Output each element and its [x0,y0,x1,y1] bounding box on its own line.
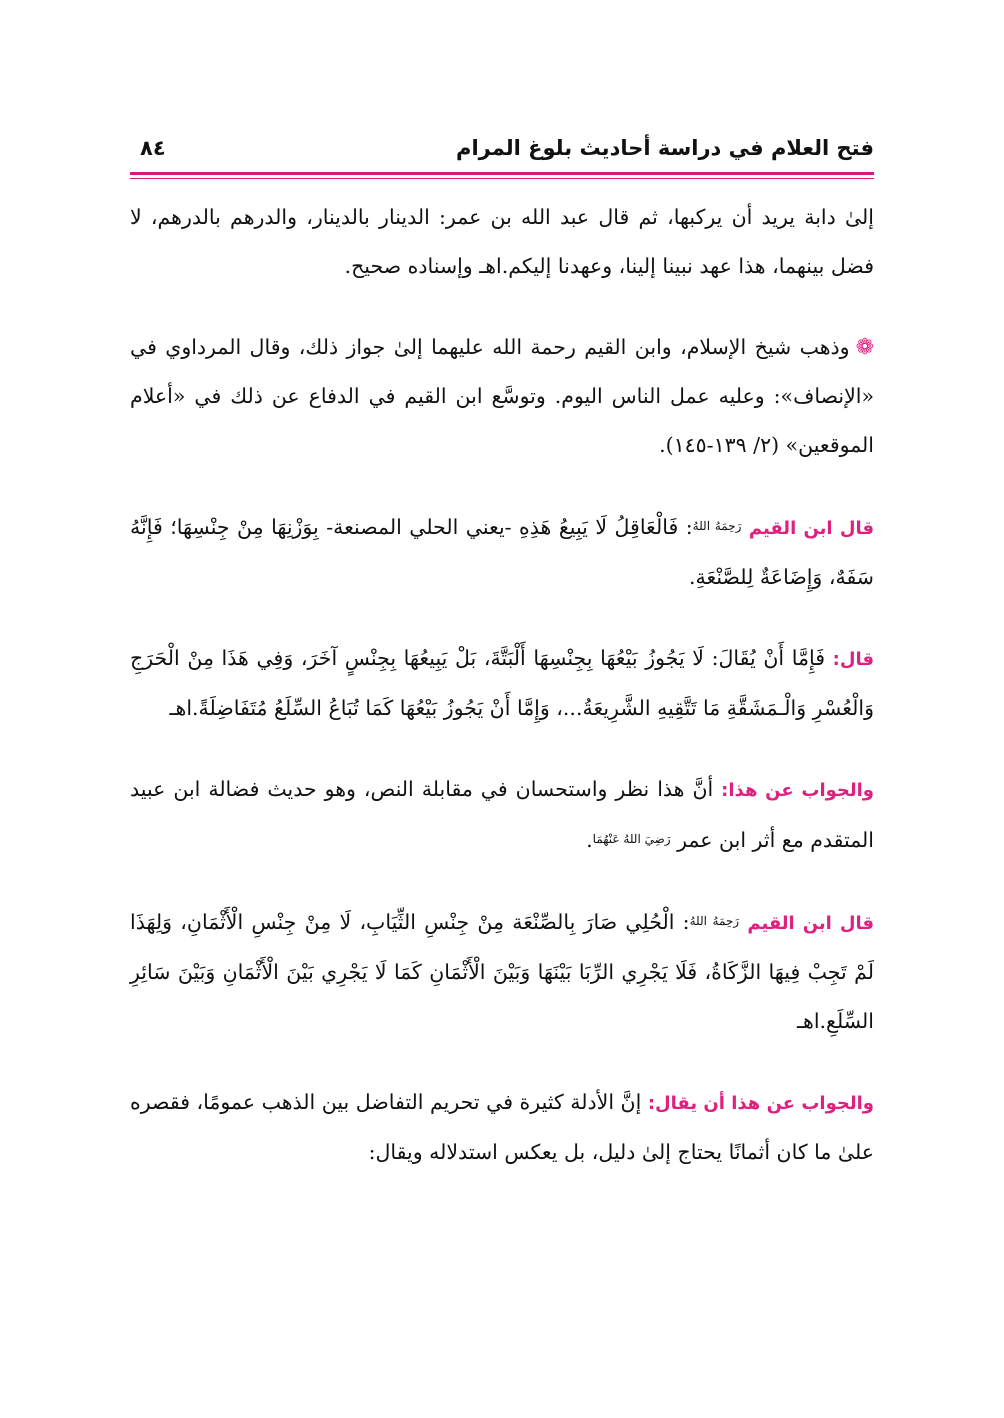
running-header [130,128,874,168]
answer-label: والجواب عن هذا أن يقال: [647,1093,874,1114]
answer-text: إنَّ الأدلة كثيرة في تحريم التفاضل بين الذهب عمومًا، فقصره علىٰ ما كان أثمانًا يحتاج إلىٰ دليل، بل يعكس استدلاله ويقال: [130,1090,874,1164]
page-body [130,193,874,1177]
paragraph-7 [130,1060,874,1177]
paragraph-6 [130,879,874,1046]
quote-text: : الْحُلِي صَارَ بِالصِّنْعَة مِنْ جِنْسِ الثِّيَابِ، لَا مِنْ جِنْسِ الْأَثْمَانِ، وَلِهَذَا لَمْ تَجِبْ فِيهَا الزَّكَاةُ، فَلَا يَجْرِي الرِّبَا بَيْنَهَا وَبَيْنَ الْأَثْمَانِ كَمَا لَا يَجْرِي بَيْنَ الْأَثْمَانِ وَبَيْنَ سَائِرِ السِّلَعِ.اهـ [130,910,874,1033]
honorific-symbol: رَحِمَهُ اللهُ [692,519,742,533]
answer-label: والجواب عن هذا: [721,780,874,801]
paragraph-1: إلىٰ دابة يريد أن يركبها، ثم قال عبد الله بن عمر: الدينار بالدينار، والدرهم بالدرهم، لا فضل بينهما، هذا عهد نبينا إلينا، وعهدنا إليكم.اهـ وإسناده صحيح. [130,205,874,278]
paragraph-3 [130,484,874,602]
paragraph-2 [130,305,874,470]
page [130,128,874,1177]
flower-ornament-icon: ❁ [855,335,874,360]
page-number: ٨٤ [140,136,166,160]
paragraph-2-text: وذهب شيخ الإسلام، وابن القيم رحمة الله عليهما إلىٰ جواز ذلك، وقال المرداوي في «الإنصاف»: وعليه عمل الناس اليوم. وتوسَّع ابن القيم في الدفاع عن ذلك في «أعلام الموقعين» (٢/ ١٣٩-١٤٥). [130,335,874,457]
honorific-symbol: رَحِمَهُ اللهُ [689,914,740,928]
speaker-label: قال ابن القيم [747,913,875,934]
book-title: فتح العلام في دراسة أحاديث بلوغ المرام [456,136,874,160]
header-rule-thick [130,172,874,175]
paragraph-4 [130,616,874,733]
sentence-end: . [586,828,593,852]
quote-text: : فَالْعَاقِلُ لَا يَبِيعُ هَذِهِ -يعني الحلي المصنعة- بِوَزْنِهَا مِنْ جِنْسِهَا؛ فَإِنَّهُ سَفَهٌ، وَإِضَاعَةٌ لِلصَّنْعَةِ. [130,515,874,589]
speaker-label: قال ابن القيم [748,518,874,539]
paragraph-5 [130,747,874,865]
header-rule-thin [130,178,874,179]
honorific-symbol: رَضِيَ اللهُ عَنْهُمَا [592,832,671,846]
speaker-label: قال: [832,649,874,670]
quote-text: فَإِمَّا أَنْ يُقَالَ: لَا يَجُوزُ بَيْعُهَا بِجِنْسِهَا أَلْبَتَّةَ، بَلْ يَبِيعُهَا بِجِنْسٍ آخَرَ، وَفِي هَذَا مِنْ الْحَرَجِ وَالْعُسْرِ وَالْـمَشَقَّةِ مَا تَتَّقِيهِ الشَّرِيعَةُ...، وَإِمَّا أَنْ يَجُوزُ بَيْعُهَا كَمَا تُبَاعُ السِّلَعُ مُتَفَاضِلَةً.اهـ [130,646,874,720]
answer-text: أنَّ هذا نظر واستحسان في مقابلة النص، وهو حديث فضالة ابن عبيد المتقدم مع أثر ابن عمر [130,777,874,852]
